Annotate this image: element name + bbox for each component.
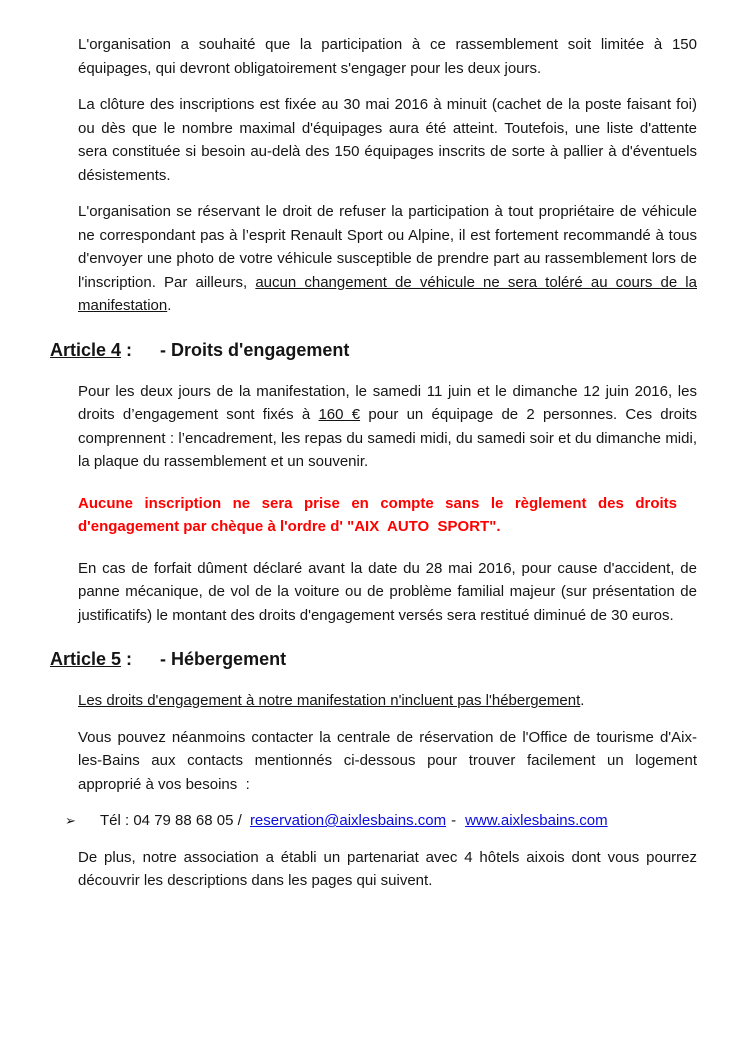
email-link[interactable]: reservation@aixlesbains.com [249,812,447,829]
paragraph-cancellation-refund: En cas de forfait dûment déclaré avant la date du 28 mai 2016, pour cause d'accident, de panne mécanique, de vol de la voiture ou de problème familial majeur (sur présentation de justificatifs) le montant des droits d'engagement versés sera restitué diminué de 30 euros. [78,559,697,624]
lodging-not-included-underline: Les droits d'engagement à notre manifestation n'incluent pas l'hébergement [78,692,581,709]
paragraph-lodging-note [78,689,697,713]
paragraph-refusal-right [78,200,697,318]
paragraph-hotel-partnership: De plus, notre association a établi un partenariat avec 4 hôtels aixois dont vous pourrez découvrir les descriptions dans les pages qui suivent. [78,848,697,889]
paragraph-payment-warning: Aucune inscription ne sera prise en compte sans le règlement des droits d'engagement par chèque à l'ordre d' "AIX AUTO SPORT". [78,494,677,535]
paragraph-closing-date: La clôture des inscriptions est fixée au 30 mai 2016 à minuit (cachet de la poste faisant foi) ou dès que le nombre maximal d'équipages aura été atteint. Toutefois, une liste d'attente sera constituée si besoin au-delà des 150 équipages inscrits de sorte à pallier à d'éventuels désistements. [78,96,697,184]
article-4-heading [50,338,697,362]
paragraph-tourism-office: Vous pouvez néanmoins contacter la centrale de réservation de l'Office de tourisme d'Aix-les-Bains aux contacts mentionnés ci-dessous pour trouver facilement un logement approprié à vos besoins : [78,728,697,793]
lodging-note-tail: . [580,692,585,709]
phone-number: Tél : 04 79 88 68 05 / [100,812,246,829]
article-4-separator: : [121,339,133,360]
entry-fees-lead-text: Pour les deux jours de la manifestation, le samedi 11 juin et le dimanche 12 juin 2016, les droits d’engagement sont fixés à [78,382,697,423]
no-vehicle-change-underline: aucun changement de véhicule ne sera toléré au cours de la manifestation [78,273,697,314]
arrow-bullet-icon: ➢ [65,813,76,828]
website-link[interactable]: www.aixlesbains.com [465,812,608,829]
article-5-title: - Hébergement [160,649,287,669]
paragraph-participation-limit: L'organisation a souhaité que la participation à ce rassemblement soit limitée à 150 équipages, qui devront obligatoirement s'engager pour les deux jours. [78,36,697,77]
link-separator-dash: - [451,812,457,829]
contact-line [100,809,697,833]
article-5-number: Article 5 [50,649,122,669]
entry-fees-tail-text: pour un équipage de 2 personnes. Ces droits comprennent : l’encadrement, les repas du samedi midi, du samedi soir et du dimanche midi, la plaque du rassemblement et un souvenir. [78,406,697,470]
article-5-heading [50,647,697,671]
paragraph-entry-fees [78,380,697,474]
article-4-title: - Droits d'engagement [160,339,350,360]
entry-fee-amount-underline: 160 € [318,406,361,423]
article-5-separator: : [121,649,133,669]
refusal-tail-text: . [167,297,172,314]
refusal-lead-text: L'organisation se réservant le droit de refuser la participation à tout propriétaire de véhicule ne correspondant pas à l’esprit Renault Sport ou Alpine, il est fortement recommandé à tous d'envoyer une photo de votre véhicule susceptible de prendre part au rassemblement lors de l'inscription. Par ailleurs, [78,203,697,291]
contact-bullet [65,809,697,833]
article-4-number: Article 4 [50,339,122,360]
